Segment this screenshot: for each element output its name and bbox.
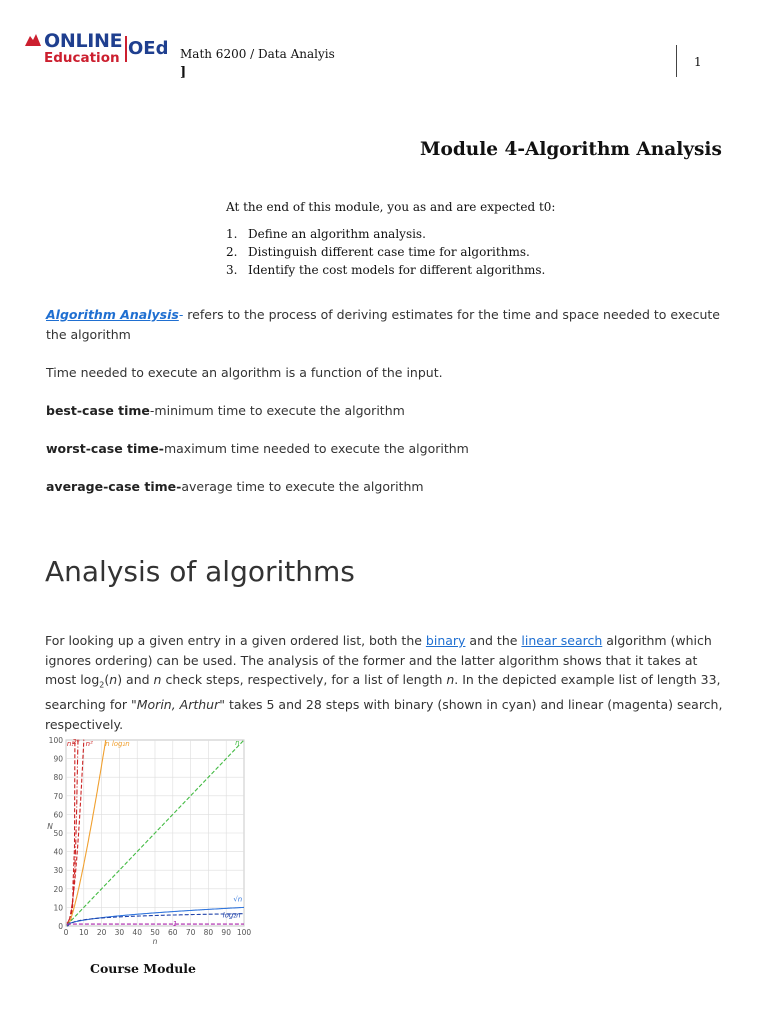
logo-online-text: ONLINE (44, 30, 123, 52)
complexity-chart-svg (22, 728, 262, 946)
variable-n: n (109, 672, 118, 688)
module-intro: At the end of this module, you as and are expected t0: (226, 200, 556, 214)
series-label-const: 1 (172, 920, 178, 928)
y-tick-label: 50 (53, 829, 63, 838)
example-name: Morin, Arthur (136, 697, 220, 713)
paragraph-text: and the (465, 633, 522, 648)
series-label-exp2: 2ⁿ (72, 738, 80, 746)
logo-education-text: Education (44, 50, 120, 66)
average-case-term: average-case time- (46, 479, 182, 494)
worst-case-text: maximum time needed to execute the algorithm (163, 441, 469, 456)
average-case-line (46, 477, 424, 497)
time-needed-line: Time needed to execute an algorithm is a function of the input. (46, 365, 443, 380)
definition-dash: - (178, 307, 184, 322)
paragraph-text: algorithm (which ignores ordering) can be used. The analysis of the former and the latter algorithm shows that it takes at most log (45, 633, 712, 688)
online-education-logo (22, 30, 182, 70)
paragraph-text: ) and (117, 672, 154, 688)
x-tick-label: 80 (203, 928, 214, 937)
x-tick-label: 20 (96, 928, 107, 937)
y-tick-label: 60 (53, 810, 63, 820)
analysis-paragraph (45, 631, 729, 734)
series-label-linear: n (235, 739, 240, 747)
x-tick-label: 100 (236, 928, 252, 937)
x-tick-label: 0 (63, 928, 69, 937)
x-tick-label: 40 (132, 928, 142, 937)
x-tick-label: 70 (185, 928, 196, 937)
complexity-chart (22, 728, 262, 946)
objective-text: Distinguish different case time for algorithms. (248, 245, 530, 259)
series-label-square: n² (85, 740, 93, 748)
definition-text: refers to the process of deriving estimates for the time and space needed to execute the algorithm (46, 307, 720, 342)
objective-number: 3. (226, 263, 238, 277)
paragraph-text: For looking up a given entry in a given ordered list, both the (45, 633, 426, 648)
header-divider (676, 45, 677, 77)
x-axis-label: n (152, 937, 158, 946)
paragraph-text: ( (104, 672, 110, 688)
y-tick-label: 40 (53, 847, 63, 857)
objective-item (226, 225, 545, 243)
page-number: 1 (694, 55, 702, 69)
course-name: Math 6200 / Data Analyis (180, 47, 335, 61)
x-tick-label: 50 (150, 928, 160, 937)
y-tick-label: 0 (58, 922, 63, 931)
log-base: 2 (99, 680, 105, 690)
logo-oed-text: OEd (128, 38, 169, 59)
y-tick-label: 20 (53, 884, 63, 894)
y-tick-label: 90 (53, 754, 63, 764)
y-tick-label: 70 (53, 791, 63, 801)
worst-case-line (46, 439, 469, 459)
objective-item (226, 243, 545, 261)
logo-divider (125, 36, 127, 62)
best-case-term: best-case time (46, 403, 150, 418)
header-bracket: ] (180, 65, 187, 80)
x-tick-label: 10 (79, 928, 89, 937)
course-module-footer: Course Module (90, 961, 197, 976)
y-tick-label: 100 (48, 736, 63, 745)
series-label-factorial: n! (66, 740, 75, 748)
y-axis-label: N (47, 822, 53, 831)
best-case-line (46, 401, 405, 421)
series-label-sqrt: √n (233, 895, 243, 904)
paragraph-text: . In the depicted example list of length 33, searching for " (45, 672, 721, 713)
y-tick-label: 80 (53, 773, 63, 783)
y-tick-label: 10 (53, 903, 63, 913)
x-tick-label: 90 (221, 928, 231, 937)
series-label-nlogn: n log₂n (105, 740, 130, 748)
objective-text: Define an algorithm analysis. (248, 227, 426, 241)
x-tick-label: 30 (114, 928, 125, 937)
objective-number: 1. (226, 227, 238, 241)
algorithm-analysis-link[interactable]: Algorithm Analysis (46, 307, 179, 322)
paragraph-text: " takes 5 and 28 steps with binary (shown in cyan) and linear (magenta) search, respectively. (45, 697, 723, 732)
variable-n: n (446, 672, 455, 688)
linear-search-link[interactable]: linear search (521, 633, 603, 648)
series-label-log: log₂n (222, 911, 241, 920)
best-case-text: -minimum time to execute the algorithm (149, 403, 405, 418)
section-title: Analysis of algorithms (45, 555, 355, 588)
x-tick-label: 60 (168, 928, 178, 937)
variable-n: n (153, 672, 162, 688)
y-tick-label: 30 (53, 866, 63, 876)
objective-item (226, 261, 545, 279)
objective-number: 2. (226, 245, 238, 259)
school-seal-icon (25, 34, 41, 46)
objective-text: Identify the cost models for different algorithms. (248, 263, 546, 277)
paragraph-text: check steps, respectively, for a list of length (161, 672, 447, 688)
algorithm-analysis-definition (46, 305, 726, 345)
binary-search-link[interactable]: binary (425, 633, 466, 648)
average-case-text: average time to execute the algorithm (181, 479, 424, 494)
worst-case-term: worst-case time- (46, 441, 164, 456)
module-title: Module 4-Algorithm Analysis (420, 139, 722, 160)
objectives-list (226, 225, 545, 279)
